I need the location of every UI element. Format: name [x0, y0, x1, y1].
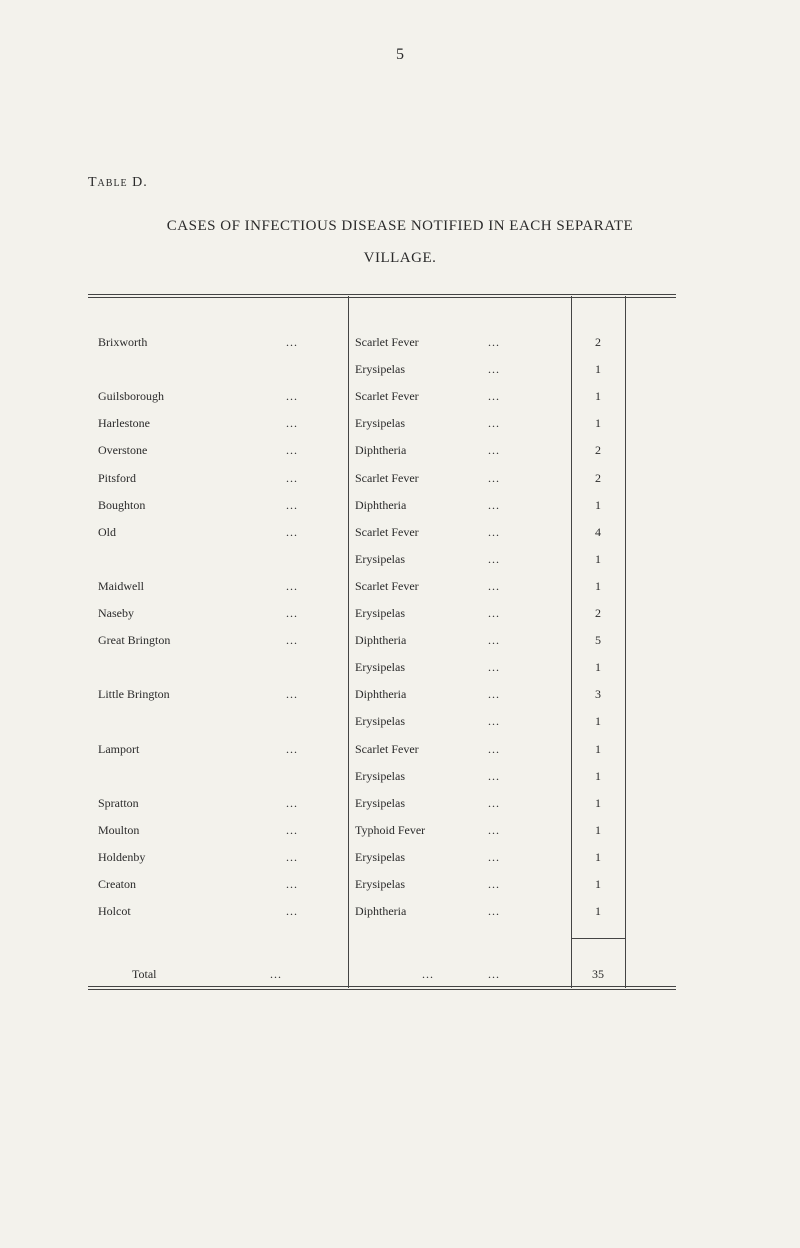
village-name: Naseby: [98, 606, 134, 620]
table-row: [88, 901, 676, 921]
village-name: Great Brington: [98, 633, 171, 648]
page-number: 5: [396, 46, 404, 63]
disease-name: Scarlet Fever: [355, 524, 419, 539]
village-name: Lamport: [98, 741, 140, 756]
case-count: 1: [595, 389, 601, 404]
table-heading-line-2: VILLAGE.: [363, 250, 437, 266]
leader-dots: ...: [286, 606, 298, 620]
leader-dots: ...: [286, 470, 298, 485]
leader-dots: ...: [488, 551, 500, 566]
village-name: Holdenby: [98, 849, 146, 864]
case-count: 2: [595, 443, 601, 458]
village-name: Pitsford: [98, 470, 137, 485]
table-heading-line-1: CASES OF INFECTIOUS DISEASE NOTIFIED IN EACH SEPARATE: [166, 218, 634, 234]
leader-dots: ...: [286, 497, 298, 512]
table-row: [88, 684, 676, 704]
table-row: [88, 630, 676, 650]
total-label: Total: [132, 967, 157, 981]
disease-name: Scarlet Fever: [355, 335, 419, 349]
case-count: 1: [595, 551, 601, 566]
leader-dots: ...: [488, 470, 500, 485]
leader-dots: ...: [488, 822, 500, 837]
disease-name: Diphtheria: [355, 687, 407, 702]
disease-name: Scarlet Fever: [355, 389, 419, 404]
table-bottom-rule: [88, 986, 676, 990]
table-row: [88, 413, 676, 433]
leader-dots: ...: [488, 768, 500, 783]
table-row: [88, 549, 676, 569]
leader-dots: ...: [488, 633, 500, 648]
table-label: Table D.: [88, 175, 148, 190]
leader-dots: ...: [286, 795, 298, 810]
leader-dots: ...: [488, 660, 500, 675]
table-row: [88, 576, 676, 596]
case-count: 1: [595, 822, 601, 837]
leader-dots: ...: [286, 578, 298, 593]
leader-dots: ...: [488, 714, 500, 729]
case-count: 1: [595, 497, 601, 512]
total-value: 35: [592, 967, 604, 981]
notifications-table: [88, 294, 676, 990]
leader-dots: ...: [488, 497, 500, 512]
case-count: 1: [595, 768, 601, 783]
village-name: Overstone: [98, 443, 148, 458]
village-name: Spratton: [98, 795, 139, 810]
case-count: 5: [595, 633, 601, 648]
case-count: 1: [595, 741, 601, 756]
leader-dots: ...: [286, 849, 298, 864]
leader-dots: ...: [422, 967, 434, 981]
case-count: 1: [595, 714, 601, 729]
disease-name: Erysipelas: [355, 795, 405, 810]
case-count: 2: [595, 470, 601, 485]
disease-name: Erysipelas: [355, 660, 405, 675]
leader-dots: ...: [488, 606, 500, 620]
table-row: [88, 847, 676, 867]
leader-dots: ...: [488, 849, 500, 864]
table-row: [88, 793, 676, 813]
leader-dots: ...: [488, 524, 500, 539]
leader-dots: ...: [286, 687, 298, 702]
village-name: Moulton: [98, 822, 140, 837]
case-count: 1: [595, 795, 601, 810]
village-name: Brixworth: [98, 335, 148, 349]
table-row: [88, 495, 676, 515]
total-sum-rule: [571, 938, 625, 939]
disease-name: Scarlet Fever: [355, 578, 419, 593]
table-row: [88, 522, 676, 542]
village-name: Boughton: [98, 497, 146, 512]
village-name: Creaton: [98, 877, 136, 891]
case-count: 1: [595, 877, 601, 891]
case-count: 1: [595, 849, 601, 864]
leader-dots: ...: [286, 335, 298, 349]
table-row: [88, 603, 676, 623]
disease-name: Erysipelas: [355, 606, 405, 620]
leader-dots: ...: [286, 443, 298, 458]
case-count: 1: [595, 660, 601, 675]
leader-dots: ...: [488, 795, 500, 810]
leader-dots: ...: [286, 904, 298, 919]
leader-dots: ...: [270, 967, 282, 981]
table-row: [88, 657, 676, 677]
table-row: [88, 468, 676, 488]
leader-dots: ...: [488, 877, 500, 891]
case-count: 1: [595, 578, 601, 593]
village-name: Holcot: [98, 904, 131, 919]
village-name: Old: [98, 524, 116, 539]
disease-name: Diphtheria: [355, 633, 407, 648]
disease-name: Erysipelas: [355, 362, 405, 377]
village-name: Maidwell: [98, 578, 144, 593]
leader-dots: ...: [488, 578, 500, 593]
table-row: [88, 820, 676, 840]
disease-name: Erysipelas: [355, 768, 405, 783]
table-row: [88, 711, 676, 731]
disease-name: Diphtheria: [355, 904, 407, 919]
leader-dots: ...: [488, 362, 500, 377]
table-row: [88, 386, 676, 406]
case-count: 1: [595, 362, 601, 377]
leader-dots: ...: [286, 416, 298, 431]
table-row: [88, 332, 676, 352]
table-row: [88, 440, 676, 460]
table-row: [88, 766, 676, 786]
case-count: 1: [595, 416, 601, 431]
table-row: [88, 739, 676, 759]
leader-dots: ...: [488, 416, 500, 431]
leader-dots: ...: [286, 524, 298, 539]
leader-dots: ...: [488, 335, 500, 349]
disease-name: Erysipelas: [355, 714, 405, 729]
disease-name: Diphtheria: [355, 443, 407, 458]
table-row: [88, 359, 676, 379]
disease-name: Scarlet Fever: [355, 741, 419, 756]
total-row: [88, 964, 676, 984]
leader-dots: ...: [286, 822, 298, 837]
leader-dots: ...: [488, 904, 500, 919]
disease-name: Erysipelas: [355, 849, 405, 864]
table-top-rule: [88, 294, 676, 298]
case-count: 1: [595, 904, 601, 919]
disease-name: Scarlet Fever: [355, 470, 419, 485]
village-name: Guilsborough: [98, 389, 164, 404]
leader-dots: ...: [488, 967, 500, 981]
leader-dots: ...: [488, 687, 500, 702]
leader-dots: ...: [488, 443, 500, 458]
disease-name: Erysipelas: [355, 416, 405, 431]
leader-dots: ...: [488, 741, 500, 756]
leader-dots: ...: [286, 741, 298, 756]
leader-dots: ...: [286, 633, 298, 648]
case-count: 2: [595, 606, 601, 620]
village-name: Harlestone: [98, 416, 150, 431]
case-count: 4: [595, 524, 601, 539]
leader-dots: ...: [488, 389, 500, 404]
disease-name: Erysipelas: [355, 877, 405, 891]
disease-name: Erysipelas: [355, 551, 405, 566]
village-name: Little Brington: [98, 687, 170, 702]
leader-dots: ...: [286, 877, 298, 891]
disease-name: Diphtheria: [355, 497, 407, 512]
table-row: [88, 874, 676, 894]
case-count: 3: [595, 687, 601, 702]
case-count: 2: [595, 335, 601, 349]
disease-name: Typhoid Fever: [355, 822, 426, 837]
leader-dots: ...: [286, 389, 298, 404]
